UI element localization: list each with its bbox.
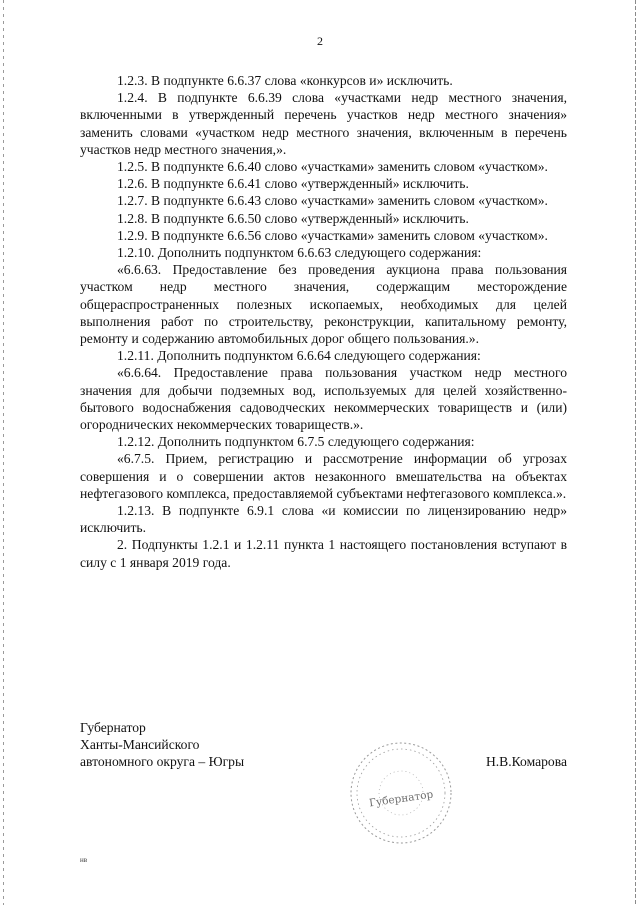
signatory-title-line-3: автономного округа – Югры: [80, 754, 245, 770]
paragraph-1-2-7: 1.2.7. В подпункте 6.6.43 слово «участками» заменить словом «участком».: [117, 193, 548, 209]
signatory-title-line-2: Ханты-Мансийского: [80, 737, 200, 753]
quote-6-6-63: «6.6.63. Предоставление без проведения аукциона права пользования участком недр местного значения, содержащим месторождение общераспространенных полезных ископаемых, необходимых для целей выполнения работ по строительству, реконструкции, капитальному ремонту, ремонту и содержанию автомобильных дорог общего пользования.».: [80, 262, 567, 347]
paragraph-1-2-6: 1.2.6. В подпункте 6.6.41 слово «утвержденный» исключить.: [117, 176, 469, 192]
paragraph-1-2-5: 1.2.5. В подпункте 6.6.40 слово «участками» заменить словом «участком».: [117, 159, 548, 175]
paragraph-1-2-4: 1.2.4. В подпункте 6.6.39 слова «участками недр местного значения, включенными в утвержденный перечень участков недр местного значения» заменить словами «участком недр местного значения, включенным в перечень участков недр местного значения,».: [80, 90, 567, 157]
scan-edge-left: [3, 0, 4, 905]
quote-6-6-64: «6.6.64. Предоставление права пользования участком недр местного значения для добычи подземных вод, используемых для целей хозяйственно-бытового водоснабжения садоводческих некоммерческих товариществ и (или) огороднических некоммерческих товариществ.».: [80, 365, 567, 433]
signatory-title-line-1: Губернатор: [80, 720, 146, 735]
paragraph-1-2-13: 1.2.13. В подпункте 6.9.1 слова «и комиссии по лицензированию недр» исключить.: [80, 503, 567, 536]
paragraph-1-2-12: 1.2.12. Дополнить подпунктом 6.7.5 следующего содержания:: [117, 434, 475, 450]
scan-edge-right: [635, 0, 636, 905]
paragraph-1-2-9: 1.2.9. В подпункте 6.6.56 слово «участками» заменить словом «участком».: [117, 227, 548, 243]
stamp-label: Губернатор: [368, 788, 434, 810]
signatory-name: Н.В.Комарова: [485, 754, 567, 770]
official-stamp: [346, 738, 456, 848]
page-number: 2: [317, 34, 323, 48]
footer-mark: нв: [80, 856, 88, 864]
signature-block: [80, 719, 567, 771]
quote-6-7-5: «6.7.5. Прием, регистрацию и рассмотрение информации об угрозах совершения и о совершении актов незаконного вмешательства на объектах нефтегазового комплекса, предоставляемой субъектами нефтегазового комплекса.».: [80, 451, 567, 501]
paragraph-1-2-11: 1.2.11. Дополнить подпунктом 6.6.64 следующего содержания:: [117, 348, 481, 364]
paragraph-2: 2. Подпункты 1.2.1 и 1.2.11 пункта 1 настоящего постановления вступают в силу с 1 января 2019 года.: [80, 537, 567, 570]
document-body: [80, 72, 567, 571]
paragraph-1-2-10: 1.2.10. Дополнить подпунктом 6.6.63 следующего содержания:: [117, 245, 482, 261]
paragraph-1-2-8: 1.2.8. В подпункте 6.6.50 слово «утвержденный» исключить.: [117, 210, 469, 226]
paragraph-1-2-3: 1.2.3. В подпункте 6.6.37 слова «конкурсов и» исключить.: [117, 73, 453, 88]
